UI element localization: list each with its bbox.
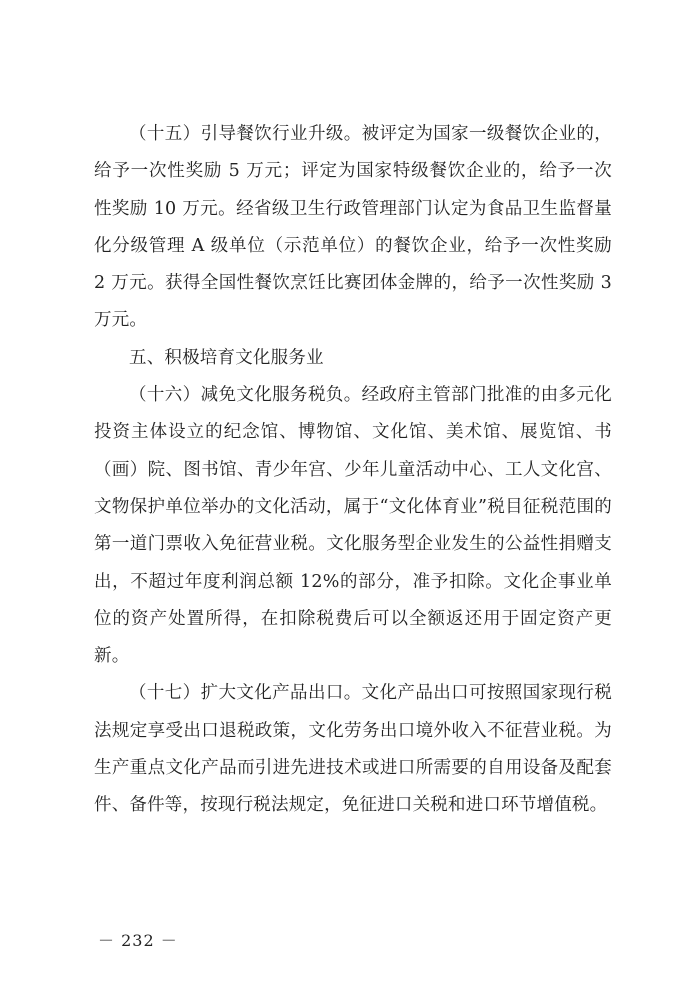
section-heading: 五、积极培育文化服务业 [129, 347, 324, 368]
paragraph-17: （十七）扩大文化产品出口。文化产品出口可按照国家现行税法规定享受出口退税政策，文化劳务出口境外收入不征营业税。为生产重点文化产品而引进先进技术或进口所需要的自用设备及配套件、备件等，按现行税法规定，免征进口关税和进口环节增值税。 [94, 683, 612, 816]
body-text [94, 116, 612, 825]
paragraph-16: （十六）减免文化服务税负。经政府主管部门批准的由多元化投资主体设立的纪念馆、博物馆、文化馆、美术馆、展览馆、书（画）院、图书馆、青少年宫、少年儿童活动中心、工人文化宫、文物保护单位举办的文化活动，属于“文化体育业”税目征税范围的第一道门票收入免征营业税。文化服务型企业发生的公益性捐赠支出，不超过年度利润总额 12%的部分，准予扣除。文化企事业单位的资产处置所得，在扣除税费后可以全额返还用于固定资产更新。 [94, 385, 612, 667]
page-number: － 232 － [98, 931, 178, 950]
paragraph-15: （十五）引导餐饮行业升级。被评定为国家一级餐饮企业的，给予一次性奖励 5 万元；评定为国家特级餐饮企业的，给予一次性奖励 10 万元。经省级卫生行政管理部门认定为食品卫生监督量化分级管理 A 级单位（示范单位）的餐饮企业，给予一次性奖励 2 万元。获得全国性餐饮烹饪比赛团体金牌的，给予一次性奖励 3 万元。 [94, 124, 612, 331]
